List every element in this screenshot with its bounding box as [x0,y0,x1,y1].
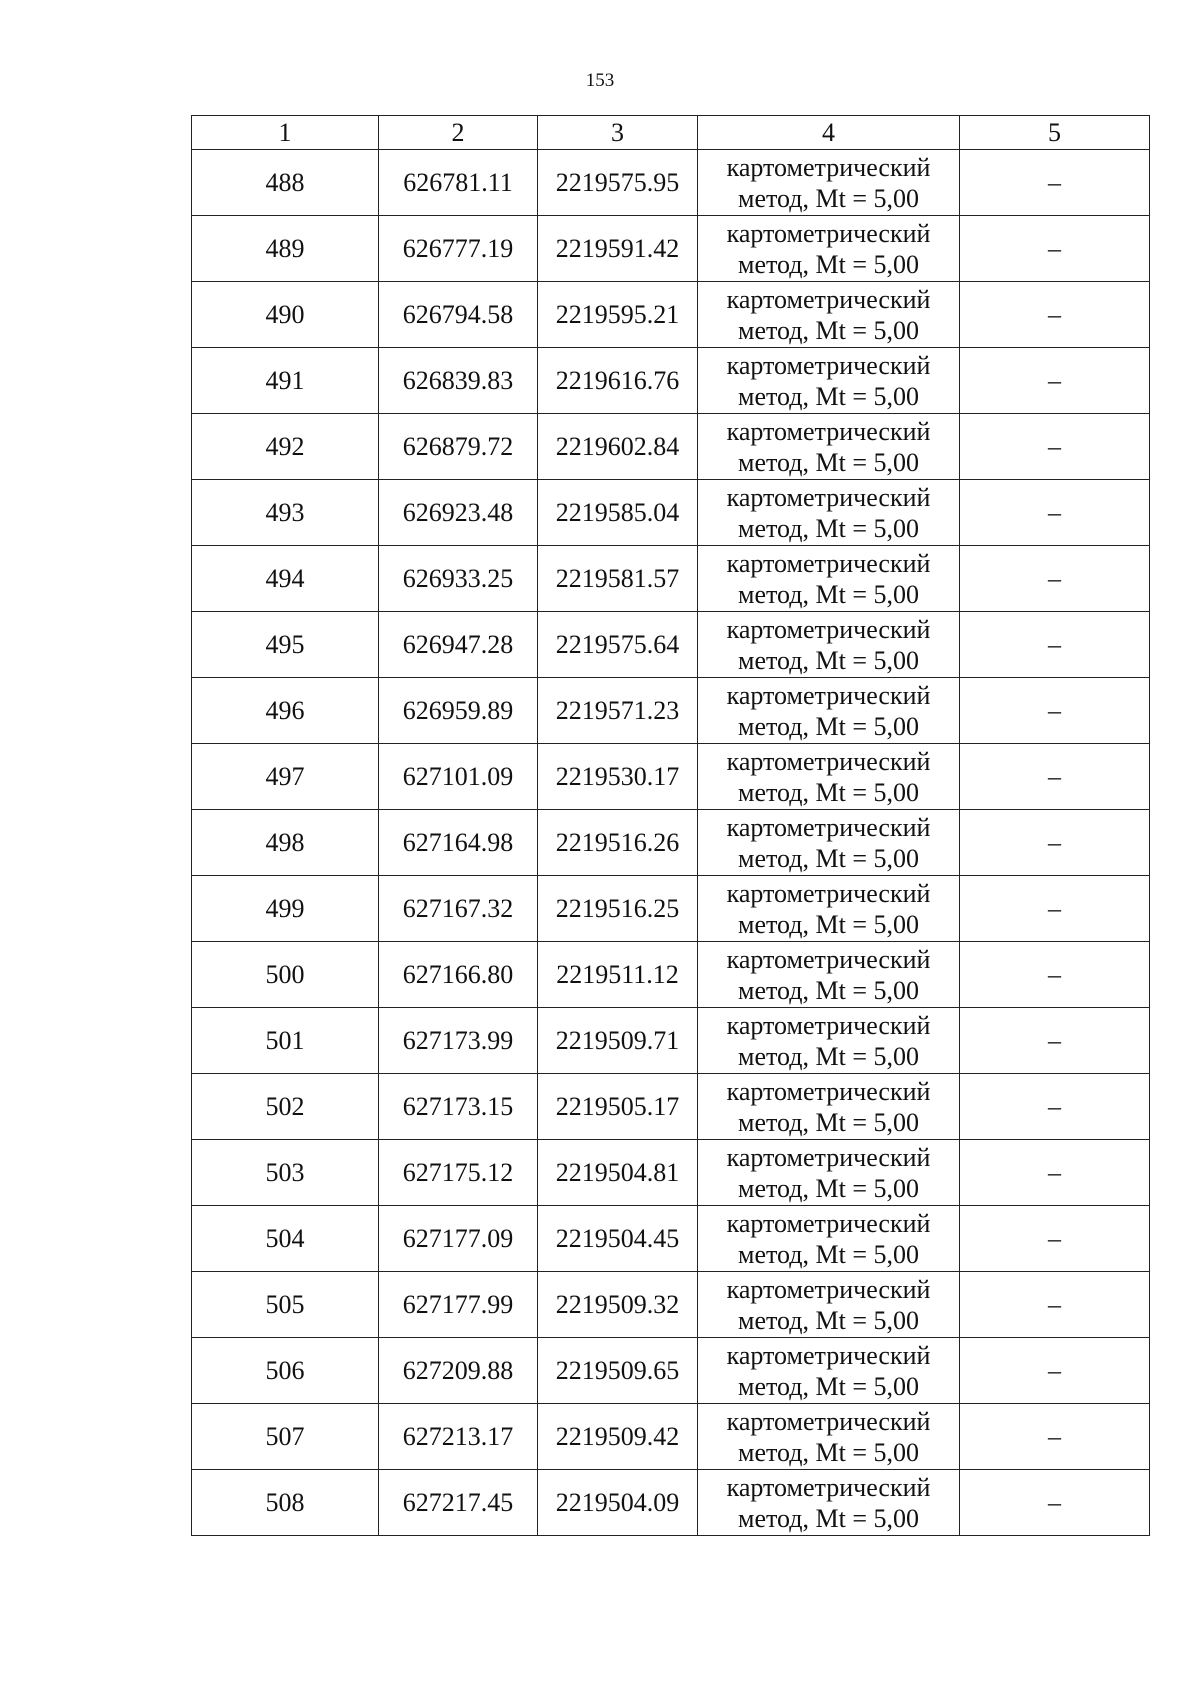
table-row [192,414,1150,480]
method-cell [698,1338,960,1404]
coordinate-x-cell: 627209.88 [379,1338,538,1404]
coordinate-x-cell: 627217.45 [379,1470,538,1536]
description-cell: – [960,744,1150,810]
description-cell: – [960,810,1150,876]
table-row [192,348,1150,414]
method-cell [698,1272,960,1338]
method-line-2: метод, Mt = 5,00 [738,1371,919,1401]
point-number-cell: 501 [192,1008,379,1074]
coordinate-y-cell: 2219509.65 [538,1338,698,1404]
method-cell [698,612,960,678]
point-number-cell: 507 [192,1404,379,1470]
method-line-1: картометрический [726,680,931,710]
coordinate-y-cell: 2219504.09 [538,1470,698,1536]
table-row [192,480,1150,546]
coordinate-x-cell: 626947.28 [379,612,538,678]
description-cell: – [960,876,1150,942]
table-row [192,1008,1150,1074]
description-cell: – [960,282,1150,348]
point-number-cell: 492 [192,414,379,480]
coordinates-table-wrapper [191,115,1149,1536]
method-cell [698,678,960,744]
method-cell [698,942,960,1008]
coordinate-x-cell: 627175.12 [379,1140,538,1206]
column-header-1: 1 [192,116,379,150]
coordinate-y-cell: 2219511.12 [538,942,698,1008]
method-cell [698,414,960,480]
description-cell: – [960,1206,1150,1272]
method-line-1: картометрический [726,152,931,182]
point-number-cell: 504 [192,1206,379,1272]
method-line-2: метод, Mt = 5,00 [738,513,919,543]
method-line-1: картометрический [726,614,931,644]
description-cell: – [960,1272,1150,1338]
method-cell [698,1008,960,1074]
description-cell: – [960,1404,1150,1470]
description-cell: – [960,942,1150,1008]
table-row [192,150,1150,216]
coordinate-x-cell: 627164.98 [379,810,538,876]
table-body [192,150,1150,1536]
table-row [192,810,1150,876]
method-cell [698,1074,960,1140]
method-cell [698,1404,960,1470]
method-line-2: метод, Mt = 5,00 [738,843,919,873]
method-line-2: метод, Mt = 5,00 [738,315,919,345]
description-cell: – [960,1008,1150,1074]
point-number-cell: 505 [192,1272,379,1338]
coordinate-x-cell: 626781.11 [379,150,538,216]
method-cell [698,546,960,612]
method-line-1: картометрический [726,1010,931,1040]
method-cell [698,216,960,282]
method-cell [698,810,960,876]
method-line-2: метод, Mt = 5,00 [738,447,919,477]
coordinate-y-cell: 2219516.26 [538,810,698,876]
method-line-2: метод, Mt = 5,00 [738,909,919,939]
coordinate-x-cell: 626923.48 [379,480,538,546]
method-line-2: метод, Mt = 5,00 [738,777,919,807]
table-row [192,216,1150,282]
method-line-1: картометрический [726,548,931,578]
coordinate-y-cell: 2219516.25 [538,876,698,942]
method-line-1: картометрический [726,1472,931,1502]
method-line-2: метод, Mt = 5,00 [738,1503,919,1533]
description-cell: – [960,1470,1150,1536]
method-line-2: метод, Mt = 5,00 [738,1041,919,1071]
table-row [192,942,1150,1008]
method-line-2: метод, Mt = 5,00 [738,711,919,741]
coordinates-table [191,115,1150,1536]
description-cell: – [960,480,1150,546]
description-cell: – [960,1338,1150,1404]
point-number-cell: 493 [192,480,379,546]
table-row [192,1206,1150,1272]
table-row [192,1470,1150,1536]
point-number-cell: 499 [192,876,379,942]
coordinate-y-cell: 2219530.17 [538,744,698,810]
method-cell [698,150,960,216]
point-number-cell: 491 [192,348,379,414]
column-header-4: 4 [698,116,960,150]
point-number-cell: 489 [192,216,379,282]
coordinate-y-cell: 2219591.42 [538,216,698,282]
coordinate-x-cell: 626777.19 [379,216,538,282]
coordinate-x-cell: 626933.25 [379,546,538,612]
coordinate-y-cell: 2219575.95 [538,150,698,216]
point-number-cell: 497 [192,744,379,810]
description-cell: – [960,546,1150,612]
method-line-2: метод, Mt = 5,00 [738,249,919,279]
point-number-cell: 502 [192,1074,379,1140]
table-header-row [192,116,1150,150]
coordinate-x-cell: 627167.32 [379,876,538,942]
table-row [192,282,1150,348]
description-cell: – [960,1140,1150,1206]
coordinate-y-cell: 2219504.81 [538,1140,698,1206]
method-line-1: картометрический [726,284,931,314]
table-row [192,1338,1150,1404]
method-line-1: картометрический [726,1406,931,1436]
method-line-1: картометрический [726,878,931,908]
coordinate-x-cell: 627213.17 [379,1404,538,1470]
page-number: 153 [585,70,615,91]
coordinate-y-cell: 2219509.71 [538,1008,698,1074]
coordinate-y-cell: 2219575.64 [538,612,698,678]
coordinate-x-cell: 627101.09 [379,744,538,810]
coordinate-x-cell: 627173.15 [379,1074,538,1140]
point-number-cell: 498 [192,810,379,876]
method-line-1: картометрический [726,812,931,842]
table-row [192,1140,1150,1206]
column-header-3: 3 [538,116,698,150]
description-cell: – [960,678,1150,744]
method-cell [698,282,960,348]
method-line-2: метод, Mt = 5,00 [738,1437,919,1467]
point-number-cell: 496 [192,678,379,744]
coordinate-y-cell: 2219571.23 [538,678,698,744]
description-cell: – [960,1074,1150,1140]
description-cell: – [960,150,1150,216]
method-cell [698,1140,960,1206]
method-line-1: картометрический [726,416,931,446]
description-cell: – [960,216,1150,282]
method-line-1: картометрический [726,1274,931,1304]
method-line-2: метод, Mt = 5,00 [738,381,919,411]
method-line-2: метод, Mt = 5,00 [738,1107,919,1137]
coordinate-y-cell: 2219616.76 [538,348,698,414]
table-row [192,1404,1150,1470]
method-cell [698,744,960,810]
point-number-cell: 506 [192,1338,379,1404]
method-line-1: картометрический [726,746,931,776]
coordinate-x-cell: 626794.58 [379,282,538,348]
table-row [192,678,1150,744]
method-line-2: метод, Mt = 5,00 [738,579,919,609]
method-line-1: картометрический [726,1142,931,1172]
method-line-1: картометрический [726,1076,931,1106]
point-number-cell: 490 [192,282,379,348]
point-number-cell: 495 [192,612,379,678]
point-number-cell: 503 [192,1140,379,1206]
coordinate-y-cell: 2219585.04 [538,480,698,546]
coordinate-y-cell: 2219602.84 [538,414,698,480]
method-line-2: метод, Mt = 5,00 [738,1173,919,1203]
point-number-cell: 494 [192,546,379,612]
column-header-5: 5 [960,116,1150,150]
table-row [192,1272,1150,1338]
table-row [192,1074,1150,1140]
coordinate-y-cell: 2219505.17 [538,1074,698,1140]
coordinate-y-cell: 2219581.57 [538,546,698,612]
method-cell [698,480,960,546]
coordinate-y-cell: 2219504.45 [538,1206,698,1272]
table-row [192,546,1150,612]
column-header-2: 2 [379,116,538,150]
method-line-2: метод, Mt = 5,00 [738,1305,919,1335]
method-line-1: картометрический [726,482,931,512]
method-line-1: картометрический [726,1340,931,1370]
coordinate-x-cell: 627173.99 [379,1008,538,1074]
description-cell: – [960,612,1150,678]
coordinate-x-cell: 627177.09 [379,1206,538,1272]
description-cell: – [960,414,1150,480]
coordinate-x-cell: 627166.80 [379,942,538,1008]
point-number-cell: 488 [192,150,379,216]
point-number-cell: 508 [192,1470,379,1536]
coordinate-x-cell: 627177.99 [379,1272,538,1338]
method-cell [698,1470,960,1536]
coordinate-y-cell: 2219509.32 [538,1272,698,1338]
method-cell [698,1206,960,1272]
method-line-1: картометрический [726,350,931,380]
coordinate-x-cell: 626839.83 [379,348,538,414]
method-line-2: метод, Mt = 5,00 [738,645,919,675]
table-row [192,744,1150,810]
method-line-1: картометрический [726,218,931,248]
table-row [192,612,1150,678]
method-cell [698,348,960,414]
coordinate-y-cell: 2219595.21 [538,282,698,348]
coordinate-x-cell: 626959.89 [379,678,538,744]
method-line-2: метод, Mt = 5,00 [738,1239,919,1269]
method-line-2: метод, Mt = 5,00 [738,183,919,213]
point-number-cell: 500 [192,942,379,1008]
table-row [192,876,1150,942]
coordinate-y-cell: 2219509.42 [538,1404,698,1470]
method-line-1: картометрический [726,944,931,974]
method-line-2: метод, Mt = 5,00 [738,975,919,1005]
description-cell: – [960,348,1150,414]
method-cell [698,876,960,942]
method-line-1: картометрический [726,1208,931,1238]
coordinate-x-cell: 626879.72 [379,414,538,480]
